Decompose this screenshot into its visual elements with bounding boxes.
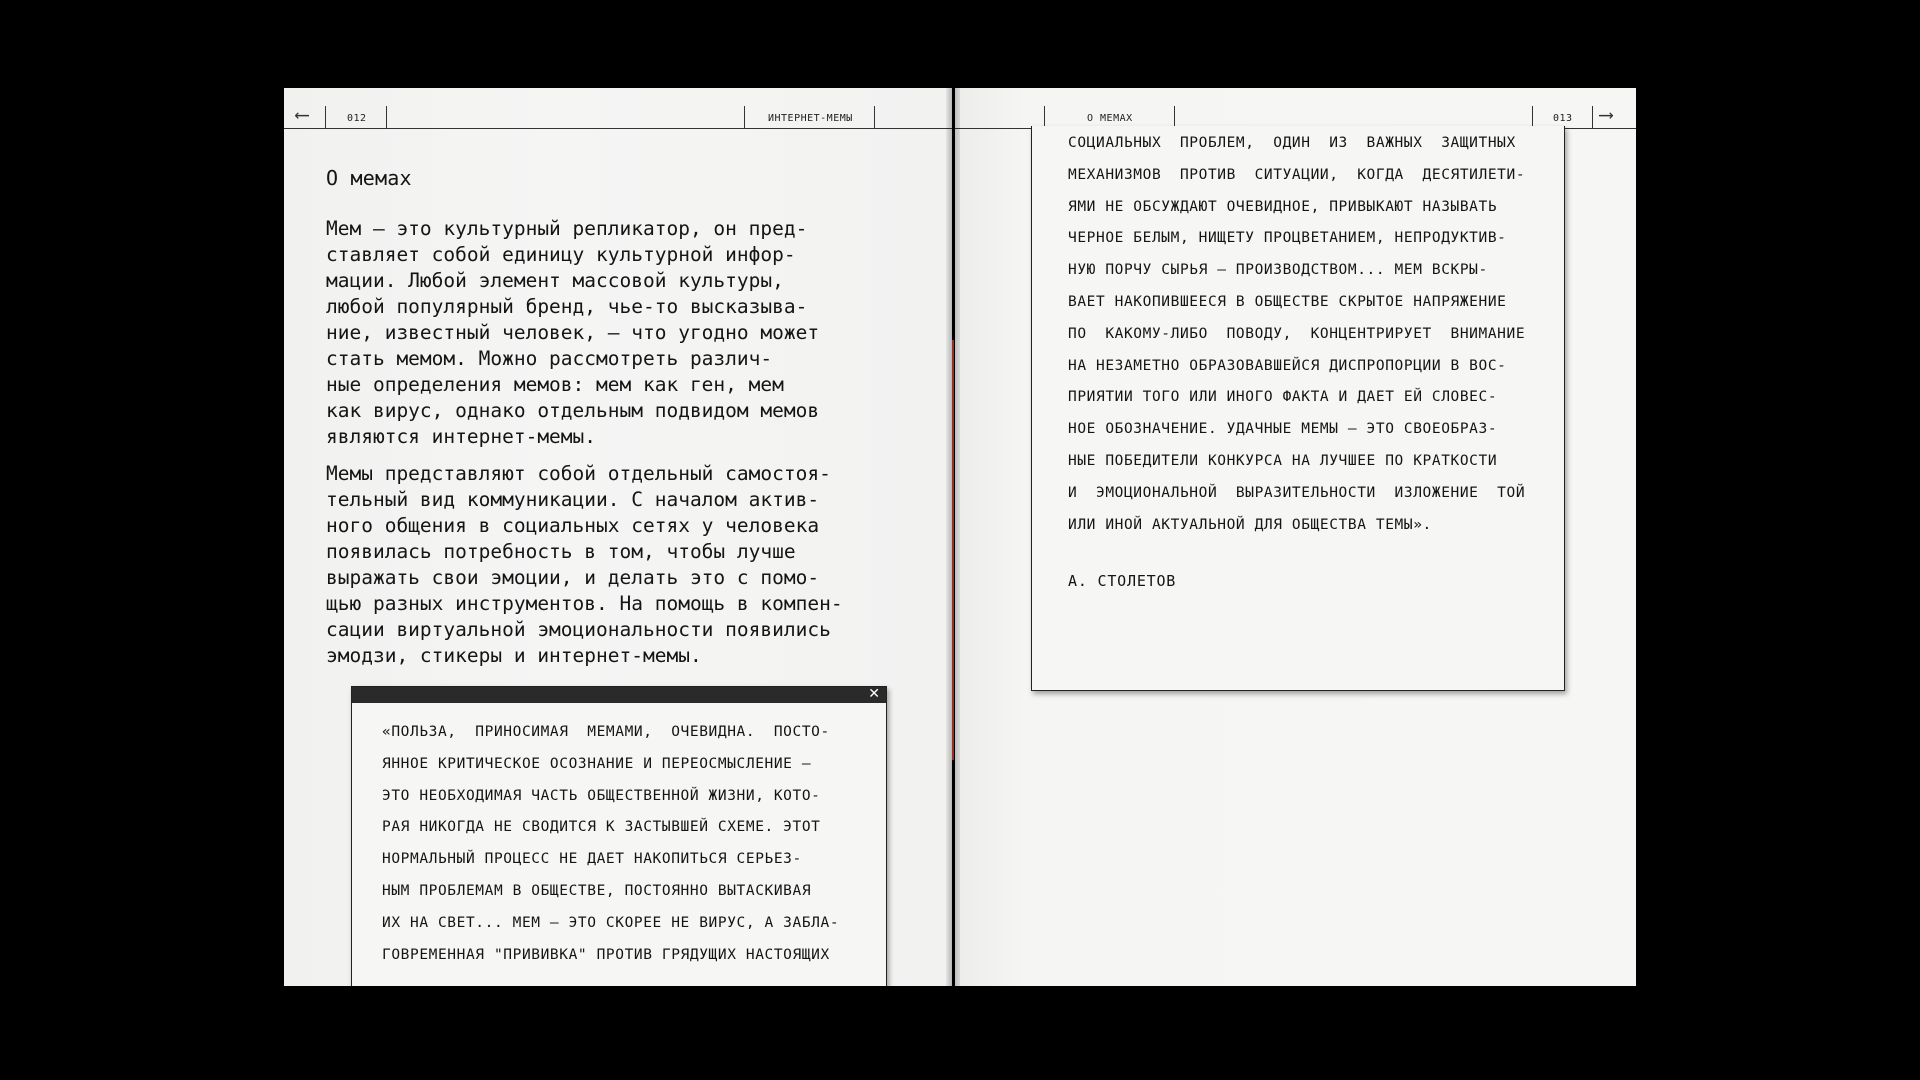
quote-line: ПО КАКОМУ-ЛИБО ПОВОДУ, КОНЦЕНТРИРУЕТ ВНИМАНИЕ <box>1068 325 1526 342</box>
text-line: ставляет собой единицу культурной инфор- <box>326 243 796 266</box>
header-divider <box>744 106 745 128</box>
header-divider <box>1174 106 1175 128</box>
text-line: появилась потребность в том, чтобы лучше <box>326 540 796 563</box>
header-divider <box>1532 106 1533 128</box>
quote-text <box>382 717 839 971</box>
quote-window-left <box>351 686 887 986</box>
running-header-section: О МЕМАХ <box>1087 113 1133 124</box>
quote-line: СОЦИАЛЬНЫХ ПРОБЛЕМ, ОДИН ИЗ ВАЖНЫХ ЗАЩИТНЫХ <box>1068 135 1516 151</box>
text-line: любой популярный бренд, чье-то высказыва- <box>326 295 808 318</box>
text-line: тельный вид коммуникации. С началом актив- <box>326 488 820 511</box>
quote-line: НЫМ ПРОБЛЕМАМ В ОБЩЕСТВЕ, ПОСТОЯННО ВЫТАСКИВАЯ <box>382 882 812 899</box>
quote-line: ИХ НА СВЕТ... МЕМ — ЭТО СКОРЕЕ НЕ ВИРУС, А ЗАБЛА- <box>382 914 840 931</box>
text-line: ного общения в социальных сетях у человека <box>326 514 820 537</box>
header-divider <box>1592 106 1593 128</box>
text-line: Мемы представляют собой отдельный самостоя- <box>326 462 831 485</box>
quote-line: «ПОЛЬЗА, ПРИНОСИМАЯ МЕМАМИ, ОЧЕВИДНА. ПОСТО- <box>382 724 830 740</box>
right-page-header <box>955 88 1636 129</box>
paragraph-1 <box>326 216 886 450</box>
text-line: ние, известный человек, — что угодно может <box>326 321 820 344</box>
page-number: 012 <box>347 113 367 124</box>
quote-line: И ЭМОЦИОНАЛЬНОЙ ВЫРАЗИТЕЛЬНОСТИ ИЗЛОЖЕНИЕ ТОЙ <box>1068 484 1526 501</box>
text-line: ные определения мемов: мем как ген, мем <box>326 373 784 396</box>
text-line: мации. Любой элемент массовой культуры, <box>326 269 784 292</box>
quote-line: НОРМАЛЬНЫЙ ПРОЦЕСС НЕ ДАЕТ НАКОПИТЬСЯ СЕРЬЕЗ- <box>382 851 802 868</box>
paragraph-2 <box>326 461 886 669</box>
quote-line: НЫЕ ПОБЕДИТЕЛИ КОНКУРСА НА ЛУЧШЕЕ ПО КРАТКОСТИ <box>1068 452 1498 469</box>
text-line: Мем — это культурный репликатор, он пред- <box>326 217 808 240</box>
quote-line: ГОВРЕМЕННАЯ "ПРИВИВКА" ПРОТИВ ГРЯДУЩИХ НАСТОЯЩИХ <box>382 946 830 963</box>
quote-author: А. СТОЛЕТОВ <box>1068 572 1177 590</box>
running-header-section: ИНТЕРНЕТ-МЕМЫ <box>768 113 853 124</box>
text-line: щью разных инструментов. На помощь в компен- <box>326 592 843 615</box>
header-divider <box>874 106 875 128</box>
text-line: как вирус, однако отдельным подвидом мемов <box>326 399 820 422</box>
quote-line: ЯМИ НЕ ОБСУЖДАЮТ ОЧЕВИДНОЕ, ПРИВЫКАЮТ НАЗЫВАТЬ <box>1068 198 1498 215</box>
text-line: выражать свои эмоции, и делать это с помо- <box>326 566 820 589</box>
quote-line: ВАЕТ НАКОПИВШЕЕСЯ В ОБЩЕСТВЕ СКРЫТОЕ НАПРЯЖЕНИЕ <box>1068 293 1507 310</box>
quote-line: НУЮ ПОРЧУ СЫРЬЯ — ПРОИЗВОДСТВОМ... МЕМ ВСКРЫ- <box>1068 262 1488 279</box>
left-page <box>284 88 952 986</box>
section-title: О мемах <box>326 166 412 190</box>
page-edge-accent <box>952 340 954 760</box>
quote-text <box>1068 128 1525 541</box>
quote-line: НОЕ ОБОЗНАЧЕНИЕ. УДАЧНЫЕ МЕМЫ — ЭТО СВОЕОБРАЗ- <box>1068 421 1498 438</box>
text-line: стать мемом. Можно рассмотреть различ- <box>326 347 773 370</box>
quote-line: МЕХАНИЗМОВ ПРОТИВ СИТУАЦИИ, КОГДА ДЕСЯТИЛЕТИ- <box>1068 166 1526 183</box>
quote-line: ЯННОЕ КРИТИЧЕСКОЕ ОСОЗНАНИЕ И ПЕРЕОСМЫСЛЕНИЕ — <box>382 755 812 772</box>
text-line: являются интернет-мемы. <box>326 425 597 448</box>
quote-line: НА НЕЗАМЕТНО ОБРАЗОВАВШЕЙСЯ ДИСПРОПОРЦИИ В ВОС- <box>1068 357 1507 374</box>
window-titlebar <box>352 687 886 703</box>
quote-window-right <box>1031 126 1565 691</box>
header-divider <box>386 106 387 128</box>
quote-line: ИЛИ ИНОЙ АКТУАЛЬНОЙ ДЛЯ ОБЩЕСТВА ТЕМЫ». <box>1068 516 1432 533</box>
left-page-header <box>284 88 952 129</box>
header-divider <box>325 106 326 128</box>
text-line: сации виртуальной эмоциональности появились <box>326 618 831 641</box>
forward-arrow-icon[interactable]: ⟶ <box>1600 102 1613 126</box>
right-page <box>955 88 1636 986</box>
header-divider <box>1044 106 1045 128</box>
quote-line: ЭТО НЕОБХОДИМАЯ ЧАСТЬ ОБЩЕСТВЕННОЙ ЖИЗНИ, КОТО- <box>382 787 821 804</box>
page-number: 013 <box>1553 113 1573 124</box>
text-line: эмодзи, стикеры и интернет-мемы. <box>326 644 702 667</box>
quote-line: ПРИЯТИИ ТОГО ИЛИ ИНОГО ФАКТА И ДАЕТ ЕЙ СЛОВЕС- <box>1068 389 1498 406</box>
back-arrow-icon[interactable]: ⟵ <box>296 102 309 126</box>
close-icon[interactable]: ✕ <box>868 686 880 702</box>
quote-line: РАЯ НИКОГДА НЕ СВОДИТСЯ К ЗАСТЫВШЕЙ СХЕМЕ. ЭТОТ <box>382 819 821 836</box>
quote-line: ЧЕРНОЕ БЕЛЫМ, НИЩЕТУ ПРОЦВЕТАНИЕМ, НЕПРОДУКТИВ- <box>1068 230 1507 247</box>
